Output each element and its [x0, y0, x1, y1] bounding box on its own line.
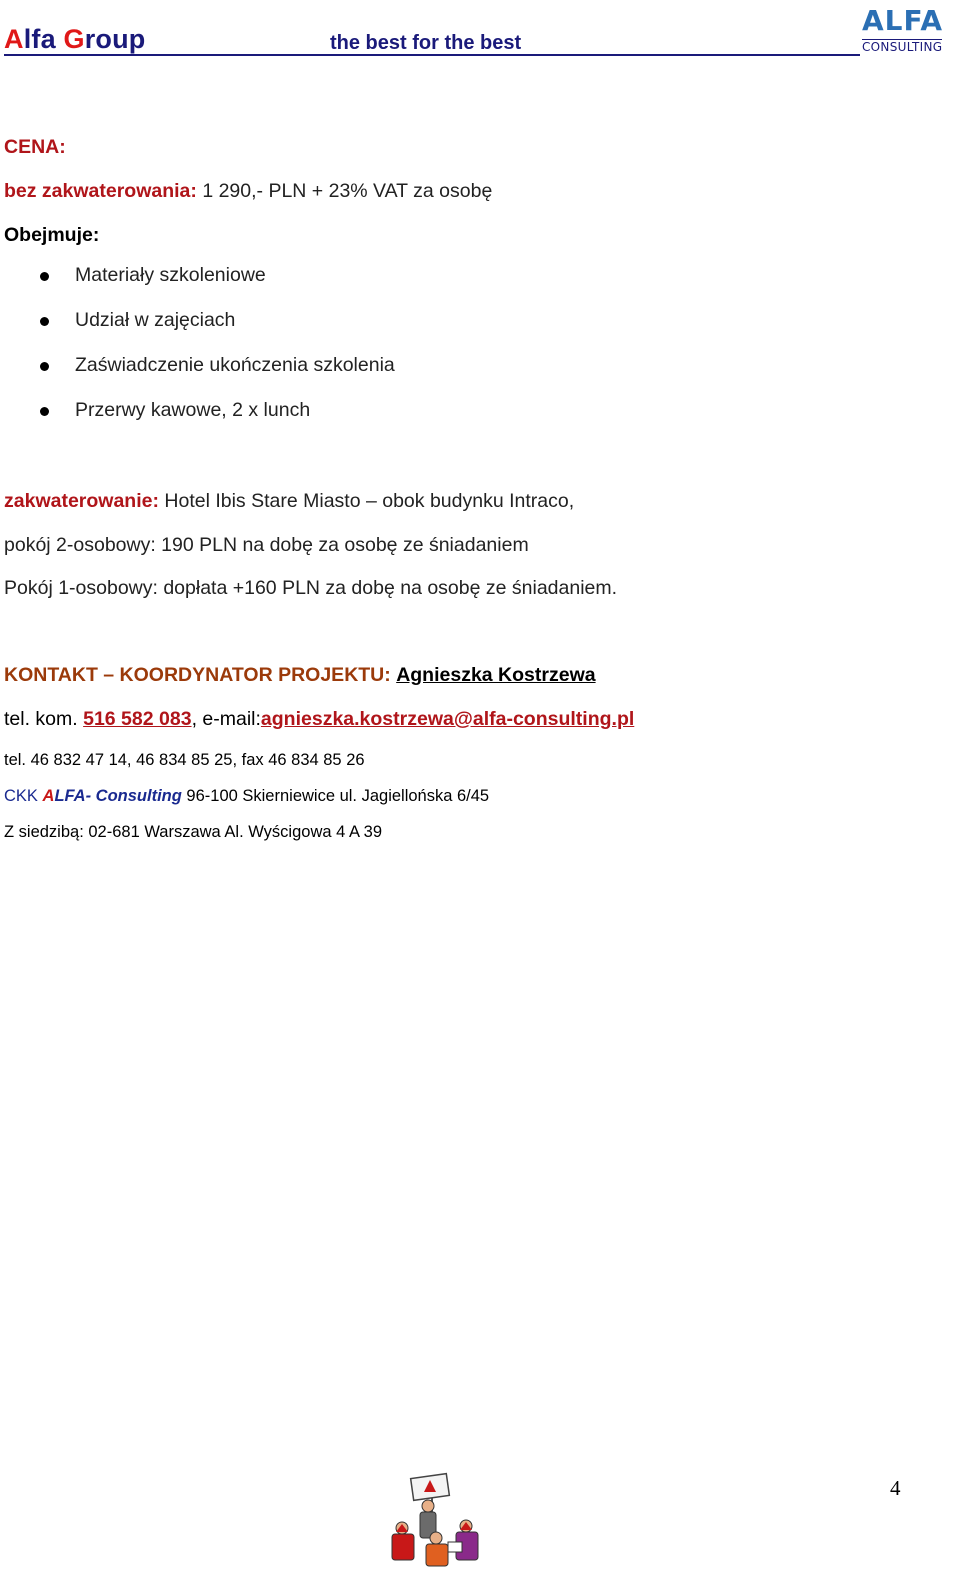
- company-seat: Z siedzibą: 02-681 Warszawa Al. Wyścigowa 4 A 39: [4, 823, 383, 841]
- mobile-phone-link[interactable]: 516 582 083: [83, 708, 192, 730]
- brand-name: [4, 24, 146, 55]
- includes-label: Obejmuje:: [4, 224, 100, 246]
- logo-subtext: CONSULTING: [862, 40, 943, 54]
- contact-heading: KONTAKT – KOORDYNATOR PROJEKTU:: [4, 664, 391, 686]
- page-number: 4: [890, 1476, 901, 1500]
- alfa-consulting-logo: [862, 4, 952, 56]
- bullet-icon: [40, 362, 49, 371]
- brand-word-roup: roup: [84, 24, 146, 54]
- company-address: [4, 787, 489, 806]
- office-phones: tel. 46 832 47 14, 46 834 85 25, fax 46 834 85 26: [4, 751, 365, 769]
- logo-text: ALFA: [862, 4, 944, 37]
- mobile-prefix: tel. kom.: [4, 708, 84, 730]
- bullet-icon: [40, 317, 49, 326]
- email-prefix: , e-mail:: [191, 708, 261, 730]
- footer-illustration: [380, 1470, 490, 1570]
- double-room-price: pokój 2-osobowy: 190 PLN na dobę za osobę ze śniadaniem: [4, 534, 529, 556]
- no-accommodation-label: bez zakwaterowania:: [4, 180, 197, 202]
- ckk-label: CKK: [4, 787, 43, 805]
- page-header: [4, 22, 860, 56]
- contact-mobile-email: [4, 708, 634, 731]
- alfa-letter-a: A: [42, 787, 55, 805]
- people-icon: [392, 1500, 478, 1566]
- no-accommodation-value: 1 290,- PLN + 23% VAT za osobę: [196, 180, 493, 202]
- accommodation-label: zakwaterowanie:: [4, 490, 159, 512]
- single-room-price: Pokój 1-osobowy: dopłata +160 PLN za dobę na osobę ze śniadaniem.: [4, 577, 618, 599]
- email-link[interactable]: agnieszka.kostrzewa@alfa-consulting.pl: [260, 708, 635, 730]
- accommodation-hotel: Hotel Ibis Stare Miasto – obok budynku Intraco,: [158, 490, 575, 512]
- price-no-accommodation: [4, 180, 492, 203]
- address-text: 96-100 Skierniewice ul. Jagiellońska 6/45: [181, 787, 490, 805]
- alfa-consulting-name: LFA- Consulting: [54, 787, 182, 805]
- contact-heading-line: [4, 664, 596, 687]
- tagline: the best for the best: [330, 32, 522, 54]
- brand-letter-a: A: [4, 24, 24, 54]
- bullet-icon: [40, 272, 49, 281]
- price-heading: CENA:: [4, 136, 66, 158]
- coordinator-name: Agnieszka Kostrzewa: [396, 664, 596, 686]
- brand-word-lfa: lfa: [23, 24, 64, 54]
- brand-letter-g: G: [63, 24, 85, 54]
- accommodation-line: [4, 490, 574, 513]
- bullet-icon: [40, 407, 49, 416]
